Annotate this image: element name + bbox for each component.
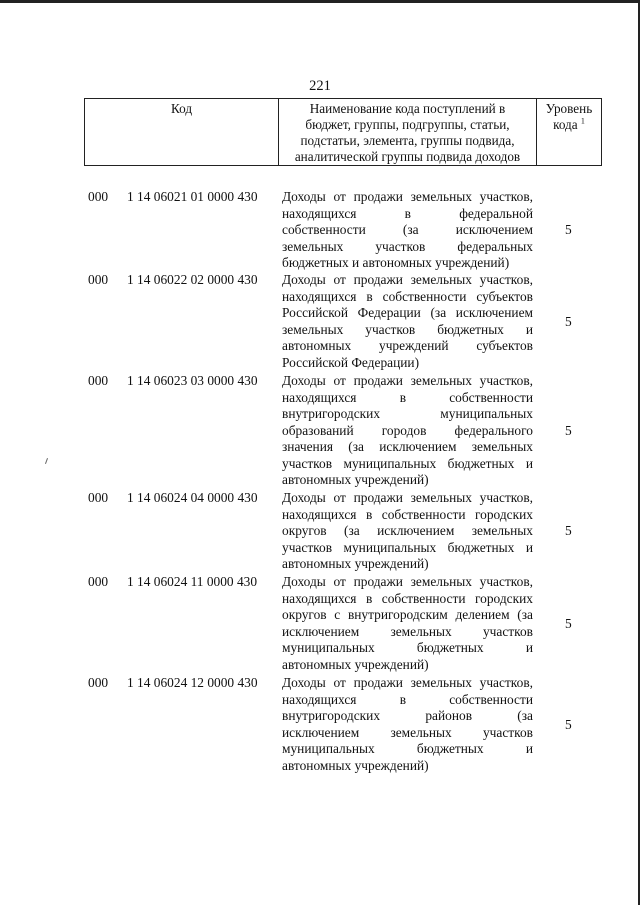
description-line: находящихся в федеральной <box>282 205 533 221</box>
description-line: земельных участков федеральных <box>282 238 533 254</box>
code-level: 5 <box>565 314 572 329</box>
description-line: бюджетных и автономных учреждений) <box>282 255 510 270</box>
description-line: автономных учреждений субъектов <box>282 338 533 353</box>
admin-code: 000 <box>88 574 109 589</box>
description-line: исключением земельных участков <box>282 724 533 740</box>
description-line: находящихся в собственности городских <box>282 590 533 606</box>
header-code: Код <box>85 99 279 165</box>
description-line: муниципальных бюджетных и <box>282 640 533 655</box>
revenue-description <box>282 373 533 489</box>
description-line: земельных участков бюджетных и <box>282 321 533 337</box>
code-level: 5 <box>565 717 572 732</box>
description-line: округов (за исключением земельных <box>282 523 533 538</box>
header-level <box>537 99 601 165</box>
header-level-text: кода <box>553 117 578 132</box>
description-line: внутригородских муниципальных <box>282 406 533 421</box>
description-line: Российской Федерации) <box>282 354 420 370</box>
description-line: муниципальных бюджетных и <box>282 741 533 756</box>
description-line: находящихся в собственности субъектов <box>282 288 533 304</box>
admin-code: 000 <box>88 490 109 505</box>
scan-border-top <box>0 0 640 3</box>
code-level: 5 <box>565 423 572 438</box>
footnote-mark: 1 <box>580 116 585 126</box>
page-number: 221 <box>309 78 331 94</box>
budget-classification-code: 1 14 06021 01 0000 430 <box>127 189 258 204</box>
revenue-description <box>282 675 533 774</box>
description-line: автономных учреждений) <box>282 757 429 773</box>
code-level: 5 <box>565 616 572 631</box>
description-line: участков муниципальных бюджетных и <box>282 455 533 471</box>
code-level: 5 <box>565 222 572 237</box>
header-name-line: подстатьи, элемента, группы подвида, <box>300 133 515 148</box>
description-line: собственности (за исключением <box>282 222 533 237</box>
budget-classification-code: 1 14 06024 11 0000 430 <box>127 574 258 589</box>
description-line: округов с внутригородским делением (за <box>282 607 533 622</box>
description-line: Доходы от продажи земельных участков, <box>282 373 533 388</box>
description-line: внутригородских районов (за <box>282 708 533 723</box>
description-line: исключением земельных участков <box>282 623 533 639</box>
header-name-line: аналитической группы подвида доходов <box>294 149 521 164</box>
budget-classification-code: 1 14 06022 02 0000 430 <box>127 272 258 287</box>
admin-code: 000 <box>88 272 109 287</box>
admin-code: 000 <box>88 675 109 690</box>
description-line: автономных учреждений) <box>282 656 429 672</box>
header-name <box>279 99 537 165</box>
description-line: автономных учреждений) <box>282 472 429 487</box>
description-line: находящихся в собственности <box>282 691 533 707</box>
header-name-line: бюджет, группы, подгруппы, статьи, <box>305 117 510 132</box>
description-line: Доходы от продажи земельных участков, <box>282 490 533 505</box>
description-line: Доходы от продажи земельных участков, <box>282 272 533 287</box>
header-level-line: Уровень <box>545 101 593 116</box>
revenue-description <box>282 574 533 673</box>
description-line: Доходы от продажи земельных участков, <box>282 574 533 589</box>
scan-mark <box>45 458 48 464</box>
description-line: образований городов федерального <box>282 422 533 438</box>
description-line: Доходы от продажи земельных участков, <box>282 189 533 204</box>
budget-classification-code: 1 14 06023 03 0000 430 <box>127 373 258 388</box>
header-level-line <box>537 117 601 133</box>
header-name-line: Наименование кода поступлений в <box>309 101 506 116</box>
description-line: находящихся в собственности городских <box>282 506 533 522</box>
revenue-description <box>282 490 533 573</box>
admin-code: 000 <box>88 373 109 388</box>
budget-classification-code: 1 14 06024 04 0000 430 <box>127 490 258 505</box>
revenue-description <box>282 189 533 272</box>
description-line: значения (за исключением земельных <box>282 439 533 454</box>
revenue-description <box>282 272 533 371</box>
budget-classification-code: 1 14 06024 12 0000 430 <box>127 675 258 690</box>
description-line: Доходы от продажи земельных участков, <box>282 675 533 690</box>
code-level: 5 <box>565 523 572 538</box>
description-line: Российской Федерации (за исключением <box>282 305 533 320</box>
table-header <box>84 98 602 166</box>
description-line: находящихся в собственности <box>282 389 533 405</box>
admin-code: 000 <box>88 189 109 204</box>
description-line: автономных учреждений) <box>282 556 429 571</box>
description-line: участков муниципальных бюджетных и <box>282 539 533 555</box>
